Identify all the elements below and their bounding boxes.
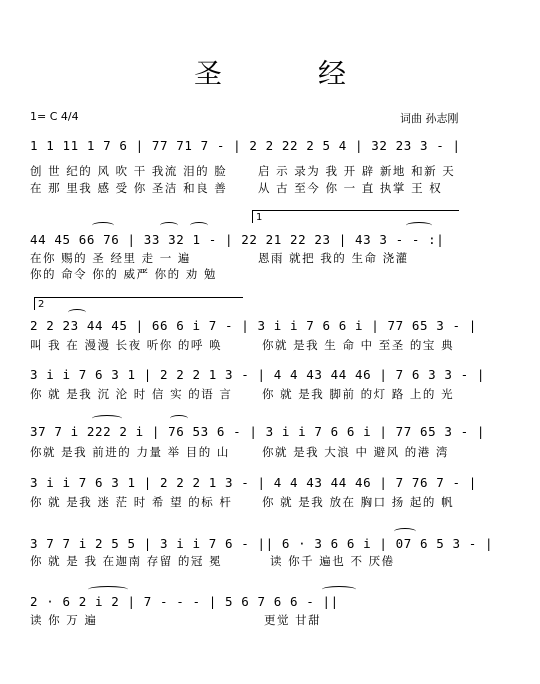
slur [68,309,86,316]
lyrics-row-5-left: 你就 是我 前进的 力量 举 目的 山 [30,445,230,459]
lyrics-row-3-left: 叫 我 在 漫漫 长夜 听你 的呼 唤 [30,338,223,352]
notation-row-8: 2 · 6 2 i 2 | 7 - - - | 5 6 7 6 6 - || [30,594,339,609]
credits: 词曲 孙志刚 [400,112,459,125]
slur [406,222,432,229]
lyrics-row-8-left: 读 你 万 遍 [30,613,98,627]
notation-row-2: 44 45 66 76 | 33 32 1 - | 22 21 22 23 | 43 3 - - :| [30,232,445,247]
slur [394,528,416,535]
lyrics-row-2a-left: 在你 赐的 圣 经里 走 一 遍 [30,251,191,265]
volta-number-1: 1 [256,212,263,223]
volta-bracket-1 [252,210,459,223]
lyrics-row-1b-left: 在 那 里我 感 受 你 圣洁 和良 善 [30,181,228,195]
lyrics-row-4-right: 你 就 是我 脚前 的灯 路 上的 光 [262,387,455,401]
notation-row-6: 3 i i 7 6 3 1 | 2 2 2 1 3 - | 4 4 43 44 46 | 7 76 7 - | [30,475,477,490]
slur [190,222,208,229]
lyrics-row-2a-right: 恩雨 就把 我的 生命 浇灌 [258,251,409,265]
slur [92,222,114,229]
lyrics-row-1a-right: 启 示 录为 我 开 辟 新地 和新 天 [258,164,456,178]
notation-row-4: 3 i i 7 6 3 1 | 2 2 2 1 3 - | 4 4 43 44 46 | 7 6 3 3 - | [30,367,486,382]
lyrics-row-6-right: 你 就 是我 放在 胸口 扬 起的 帆 [262,495,455,509]
notation-row-5: 37 7 i 222 2 i | 76 53 6 - | 3 i i 7 6 6 i | 77 65 3 - | [30,424,486,439]
lyrics-row-7-right: 读 你千 遍也 不 厌倦 [270,554,395,568]
notation-row-3: 2 2 23 44 45 | 66 6 i 7 - | 3 i i 7 6 6 i | 77 65 3 - | [30,318,477,333]
lyrics-row-8-right: 更觉 甘甜 [264,613,322,627]
lyrics-row-3-right: 你就 是我 生 命 中 至圣 的宝 典 [262,338,455,352]
lyrics-row-4-left: 你 就 是我 沉 沦 时 信 实 的语 言 [30,387,233,401]
lyrics-row-1a-left: 创 世 纪的 风 吹 干 我流 泪的 脸 [30,164,228,178]
slur [160,222,178,229]
lyrics-row-2b-left: 你的 命令 你的 威严 你的 劝 勉 [30,267,217,281]
slur [170,415,188,422]
slur [92,415,122,422]
song-title: 圣经 [193,57,442,90]
lyrics-row-5-right: 你就 是我 大浪 中 避风 的港 湾 [262,445,449,459]
volta-bracket-2 [34,297,243,310]
lyrics-row-7-left: 你 就 是 我 在迦南 存留 的冠 冕 [30,554,223,568]
volta-number-2: 2 [38,299,45,310]
notation-row-7: 3 7 7 i 2 5 5 | 3 i i 7 6 - || 6 · 3 6 6 i | 07 6 5 3 - | [30,536,494,551]
notation-row-1: 1 1 11 1 7 6 | 77 71 7 - | 2 2 22 2 5 4 | 32 23 3 - | [30,138,461,153]
slur [322,586,356,593]
lyrics-row-6-left: 你 就 是我 迷 茫 时 希 望 的标 杆 [30,495,233,509]
lyrics-row-1b-right: 从 古 至今 你 一 直 执掌 王 权 [258,181,443,195]
slur [88,586,128,593]
key-time-signature: 1= C 4/4 [30,110,79,123]
